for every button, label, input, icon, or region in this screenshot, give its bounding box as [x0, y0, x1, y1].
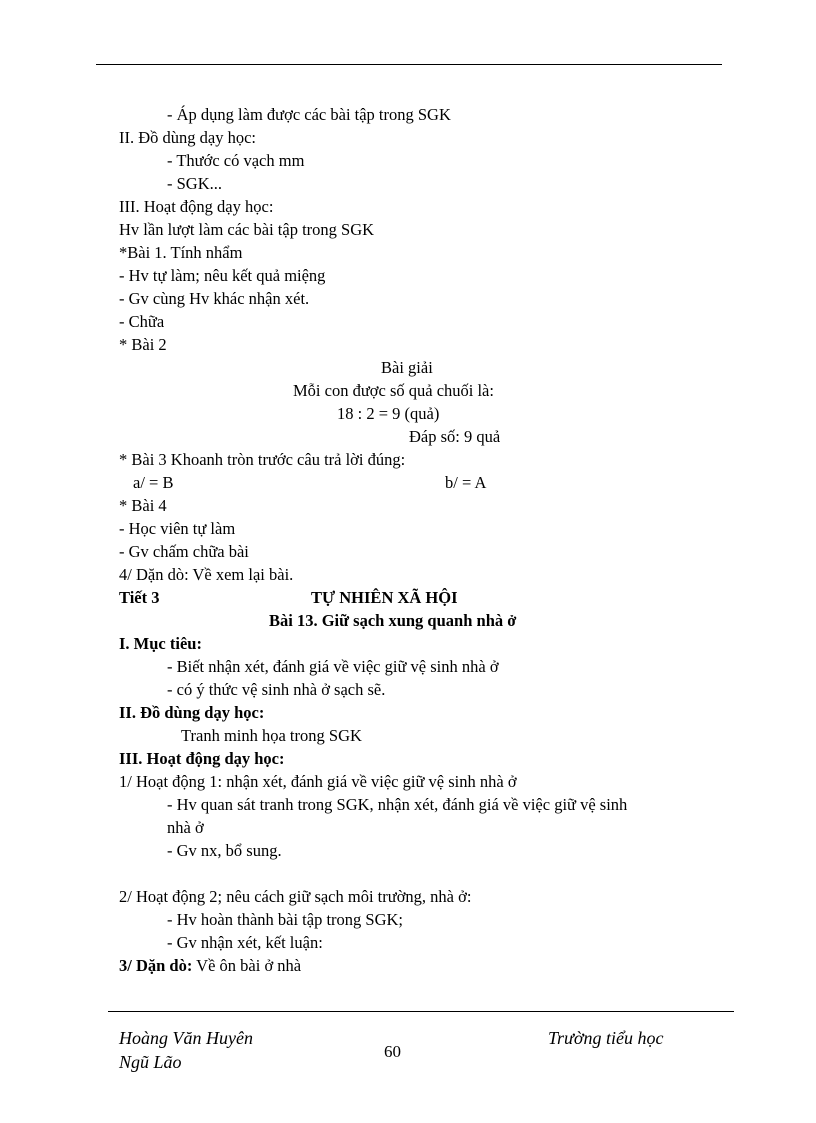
header-rule	[96, 64, 722, 65]
text-line: nhà ở	[167, 818, 204, 837]
answer-row	[119, 471, 719, 494]
author-location: Ngũ Lão	[119, 1052, 182, 1072]
spacer	[119, 862, 719, 885]
lesson-title: Bài 13. Giữ sạch xung quanh nhà ở	[269, 611, 517, 630]
text-line: * Bài 4	[119, 496, 167, 515]
closing-text: Về ôn bài ở nhà	[192, 956, 302, 975]
subject-title: TỰ NHIÊN XÃ HỘI	[311, 588, 458, 607]
text-line: * Bài 3 Khoanh tròn trước câu trả lời đúng:	[119, 450, 406, 469]
solution-question: Mỗi con được số quả chuối là:	[293, 381, 494, 400]
section-heading: III. Hoạt động dạy học:	[119, 197, 274, 216]
footer-rule	[108, 1011, 734, 1012]
footer-author	[119, 1026, 253, 1074]
section-heading: III. Hoạt động dạy học:	[119, 749, 285, 768]
text-line: 4/ Dặn dò: Về xem lại bài.	[119, 565, 294, 584]
answer-a: a/ = B	[133, 473, 174, 492]
text-line: - Thước có vạch mm	[167, 151, 305, 170]
text-line: - Gv cùng Hv khác nhận xét.	[119, 289, 310, 308]
text-line: - Gv nhận xét, kết luận:	[167, 933, 323, 952]
closing-heading: 3/ Dặn dò:	[119, 956, 193, 975]
text-line: - Biết nhận xét, đánh giá về việc giữ vệ sinh nhà ở	[167, 657, 499, 676]
text-line: *Bài 1. Tính nhẩm	[119, 243, 243, 262]
solution-equation: 18 : 2 = 9 (quả)	[337, 404, 440, 423]
text-line: - Gv chấm chữa bài	[119, 542, 249, 561]
closing-line	[119, 954, 719, 977]
author-name: Hoàng Văn Huyên	[119, 1028, 253, 1048]
section-heading: II. Đồ dùng dạy học:	[119, 703, 265, 722]
text-line: * Bài 2	[119, 335, 167, 354]
text-line: Tranh minh họa trong SGK	[181, 726, 362, 745]
solution-answer: Đáp số: 9 quả	[409, 427, 501, 446]
text-line: - Hv hoàn thành bài tập trong SGK;	[167, 910, 404, 929]
text-line: - có ý thức vệ sinh nhà ở sạch sẽ.	[167, 680, 386, 699]
answer-b: b/ = A	[445, 473, 487, 492]
footer-school: Trường tiểu học	[548, 1028, 664, 1048]
page-number: 60	[384, 1042, 401, 1061]
text-line: Hv lần lượt làm các bài tập trong SGK	[119, 220, 375, 239]
text-line: - SGK...	[167, 174, 223, 193]
text-line: - Chữa	[119, 312, 165, 331]
lesson-header	[119, 586, 719, 609]
document-body	[119, 103, 719, 977]
section-heading: II. Đồ dùng dạy học:	[119, 128, 257, 147]
text-line: - Hv quan sát tranh trong SGK, nhận xét, đánh giá về việc giữ vệ sinh	[167, 795, 628, 814]
text-line: - Gv nx, bổ sung.	[167, 841, 282, 860]
section-heading: I. Mục tiêu:	[119, 634, 202, 653]
text-line: 2/ Hoạt động 2; nêu cách giữ sạch môi trường, nhà ở:	[119, 887, 472, 906]
text-line: - Học viên tự làm	[119, 519, 236, 538]
text-line: - Áp dụng làm được các bài tập trong SGK	[167, 105, 451, 124]
period-label: Tiết 3	[119, 588, 160, 607]
text-line: - Hv tự làm; nêu kết quả miệng	[119, 266, 326, 285]
text-line: 1/ Hoạt động 1: nhận xét, đánh giá về việc giữ vệ sinh nhà ở	[119, 772, 517, 791]
solution-title: Bài giải	[381, 358, 433, 377]
